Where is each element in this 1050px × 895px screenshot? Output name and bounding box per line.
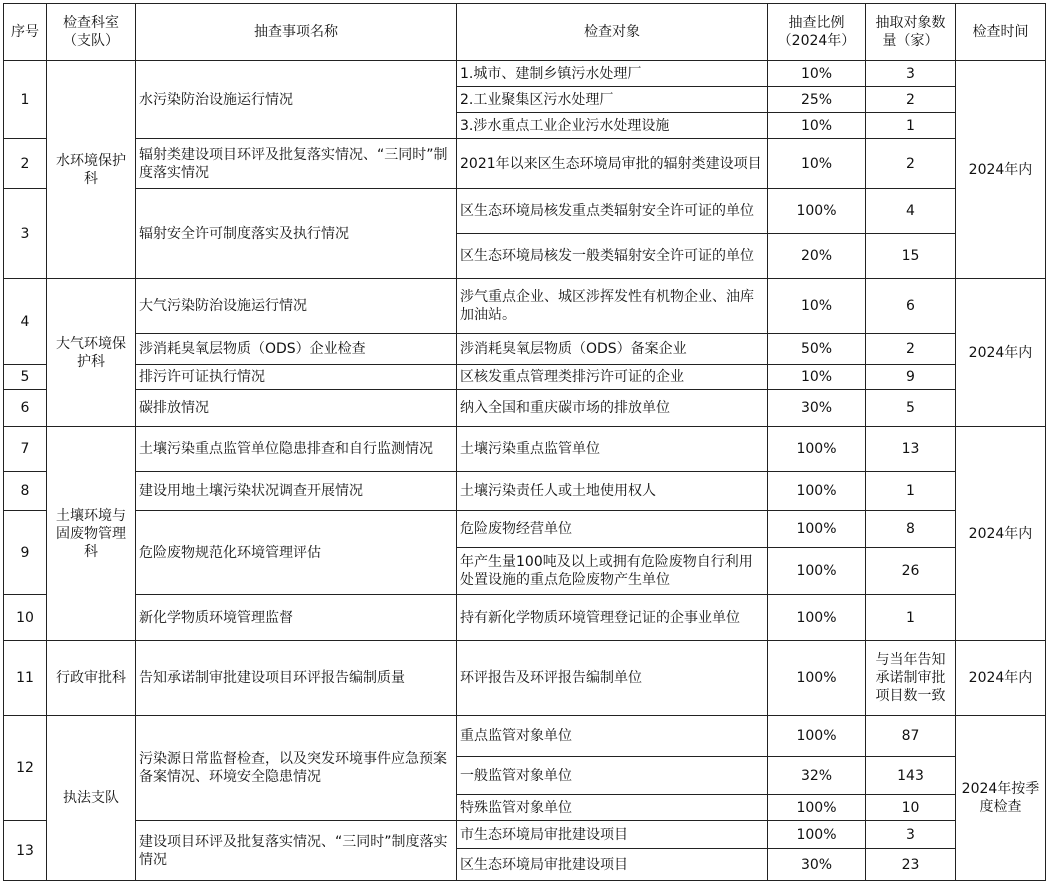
table-row (4, 427, 1046, 472)
header-time: 检查时间 (956, 4, 1046, 61)
item-cell: 土壤污染重点监管单位隐患排查和自行监测情况 (136, 427, 457, 472)
item-cell: 大气污染防治设施运行情况 (136, 279, 457, 334)
ratio-cell: 100% (768, 427, 866, 472)
count-cell: 4 (866, 189, 956, 234)
item-cell: 建设项目环评及批复落实情况、“三同时”制度落实情况 (136, 821, 457, 881)
time-cell: 2024年内 (956, 641, 1046, 716)
seq-cell: 7 (4, 427, 47, 472)
table-row (4, 279, 1046, 334)
target-cell: 年产生量100吨及以上或拥有危险废物自行利用处置设施的重点危险废物产生单位 (457, 548, 768, 595)
table-row (4, 641, 1046, 716)
time-cell: 2024年按季度检查 (956, 716, 1046, 881)
target-cell: 涉气重点企业、城区涉挥发性有机物企业、油库加油站。 (457, 279, 768, 334)
ratio-cell: 10% (768, 61, 866, 87)
ratio-cell: 32% (768, 757, 866, 795)
seq-cell: 4 (4, 279, 47, 365)
target-cell: 3.涉水重点工业企业污水处理设施 (457, 113, 768, 139)
time-cell: 2024年内 (956, 427, 1046, 641)
target-cell: 环评报告及环评报告编制单位 (457, 641, 768, 716)
ratio-cell: 10% (768, 279, 866, 334)
ratio-cell: 10% (768, 113, 866, 139)
target-cell: 纳入全国和重庆碳市场的排放单位 (457, 390, 768, 427)
target-cell: 区生态环境局核发重点类辐射安全许可证的单位 (457, 189, 768, 234)
seq-cell: 10 (4, 595, 47, 641)
table-row (4, 61, 1046, 87)
target-cell: 一般监管对象单位 (457, 757, 768, 795)
ratio-cell: 100% (768, 472, 866, 511)
header-seq: 序号 (4, 4, 47, 61)
table-row (4, 821, 1046, 849)
item-cell: 污染源日常监督检查，以及突发环境事件应急预案备案情况、环境安全隐患情况 (136, 716, 457, 821)
target-cell: 1.城市、建制乡镇污水处理厂 (457, 61, 768, 87)
header-ratio: 抽查比例（2024年） (768, 4, 866, 61)
count-cell: 2 (866, 334, 956, 365)
ratio-cell: 100% (768, 548, 866, 595)
count-cell: 3 (866, 61, 956, 87)
count-cell: 5 (866, 390, 956, 427)
header-target: 检查对象 (457, 4, 768, 61)
count-cell: 2 (866, 139, 956, 189)
seq-cell: 12 (4, 716, 47, 821)
target-cell: 持有新化学物质环境管理登记证的企事业单位 (457, 595, 768, 641)
seq-cell: 5 (4, 365, 47, 390)
dept-cell: 水环境保护科 (47, 61, 136, 279)
count-cell: 2 (866, 87, 956, 113)
dept-cell: 执法支队 (47, 716, 136, 881)
seq-cell: 2 (4, 139, 47, 189)
target-cell: 土壤污染责任人或土地使用权人 (457, 472, 768, 511)
item-cell: 危险废物规范化环境管理评估 (136, 511, 457, 595)
ratio-cell: 10% (768, 365, 866, 390)
count-cell: 10 (866, 795, 956, 821)
target-cell: 特殊监管对象单位 (457, 795, 768, 821)
header-count: 抽取对象数量（家） (866, 4, 956, 61)
table-row (4, 139, 1046, 189)
ratio-cell: 25% (768, 87, 866, 113)
target-cell: 区核发重点管理类排污许可证的企业 (457, 365, 768, 390)
count-cell: 1 (866, 472, 956, 511)
ratio-cell: 100% (768, 795, 866, 821)
count-cell: 15 (866, 234, 956, 279)
target-cell: 区生态环境局审批建设项目 (457, 849, 768, 881)
target-cell: 2.工业聚集区污水处理厂 (457, 87, 768, 113)
table-row (4, 595, 1046, 641)
item-cell: 水污染防治设施运行情况 (136, 61, 457, 139)
count-cell: 与当年告知承诺制审批项目数一致 (866, 641, 956, 716)
target-cell: 土壤污染重点监管单位 (457, 427, 768, 472)
item-cell: 新化学物质环境管理监督 (136, 595, 457, 641)
target-cell: 涉消耗臭氧层物质（ODS）备案企业 (457, 334, 768, 365)
ratio-cell: 100% (768, 189, 866, 234)
seq-cell: 6 (4, 390, 47, 427)
count-cell: 143 (866, 757, 956, 795)
ratio-cell: 100% (768, 716, 866, 757)
count-cell: 87 (866, 716, 956, 757)
ratio-cell: 100% (768, 595, 866, 641)
ratio-cell: 100% (768, 821, 866, 849)
count-cell: 9 (866, 365, 956, 390)
table-row (4, 716, 1046, 757)
inspection-table (3, 3, 1046, 881)
seq-cell: 3 (4, 189, 47, 279)
ratio-cell: 10% (768, 139, 866, 189)
header-item: 抽查事项名称 (136, 4, 457, 61)
time-cell: 2024年内 (956, 279, 1046, 427)
item-cell: 排污许可证执行情况 (136, 365, 457, 390)
count-cell: 26 (866, 548, 956, 595)
table-row (4, 390, 1046, 427)
item-cell: 涉消耗臭氧层物质（ODS）企业检查 (136, 334, 457, 365)
ratio-cell: 50% (768, 334, 866, 365)
table-row (4, 511, 1046, 548)
seq-cell: 11 (4, 641, 47, 716)
item-cell: 建设用地土壤污染状况调查开展情况 (136, 472, 457, 511)
dept-cell: 土壤环境与固废物管理科 (47, 427, 136, 641)
target-cell: 2021年以来区生态环境局审批的辐射类建设项目 (457, 139, 768, 189)
count-cell: 6 (866, 279, 956, 334)
seq-cell: 13 (4, 821, 47, 881)
count-cell: 1 (866, 113, 956, 139)
item-cell: 辐射安全许可制度落实及执行情况 (136, 189, 457, 279)
header-row (4, 4, 1046, 61)
header-dept: 检查科室（支队） (47, 4, 136, 61)
table-row (4, 189, 1046, 234)
target-cell: 危险废物经营单位 (457, 511, 768, 548)
item-cell: 碳排放情况 (136, 390, 457, 427)
ratio-cell: 20% (768, 234, 866, 279)
count-cell: 3 (866, 821, 956, 849)
item-cell: 辐射类建设项目环评及批复落实情况、“三同时”制度落实情况 (136, 139, 457, 189)
target-cell: 市生态环境局审批建设项目 (457, 821, 768, 849)
time-cell: 2024年内 (956, 61, 1046, 279)
seq-cell: 1 (4, 61, 47, 139)
table-row (4, 334, 1046, 365)
count-cell: 23 (866, 849, 956, 881)
ratio-cell: 100% (768, 511, 866, 548)
ratio-cell: 30% (768, 390, 866, 427)
ratio-cell: 100% (768, 641, 866, 716)
dept-cell: 行政审批科 (47, 641, 136, 716)
count-cell: 1 (866, 595, 956, 641)
target-cell: 区生态环境局核发一般类辐射安全许可证的单位 (457, 234, 768, 279)
table-row (4, 472, 1046, 511)
count-cell: 8 (866, 511, 956, 548)
dept-cell: 大气环境保护科 (47, 279, 136, 427)
count-cell: 13 (866, 427, 956, 472)
table-row (4, 365, 1046, 390)
target-cell: 重点监管对象单位 (457, 716, 768, 757)
ratio-cell: 30% (768, 849, 866, 881)
seq-cell: 8 (4, 472, 47, 511)
item-cell: 告知承诺制审批建设项目环评报告编制质量 (136, 641, 457, 716)
seq-cell: 9 (4, 511, 47, 595)
